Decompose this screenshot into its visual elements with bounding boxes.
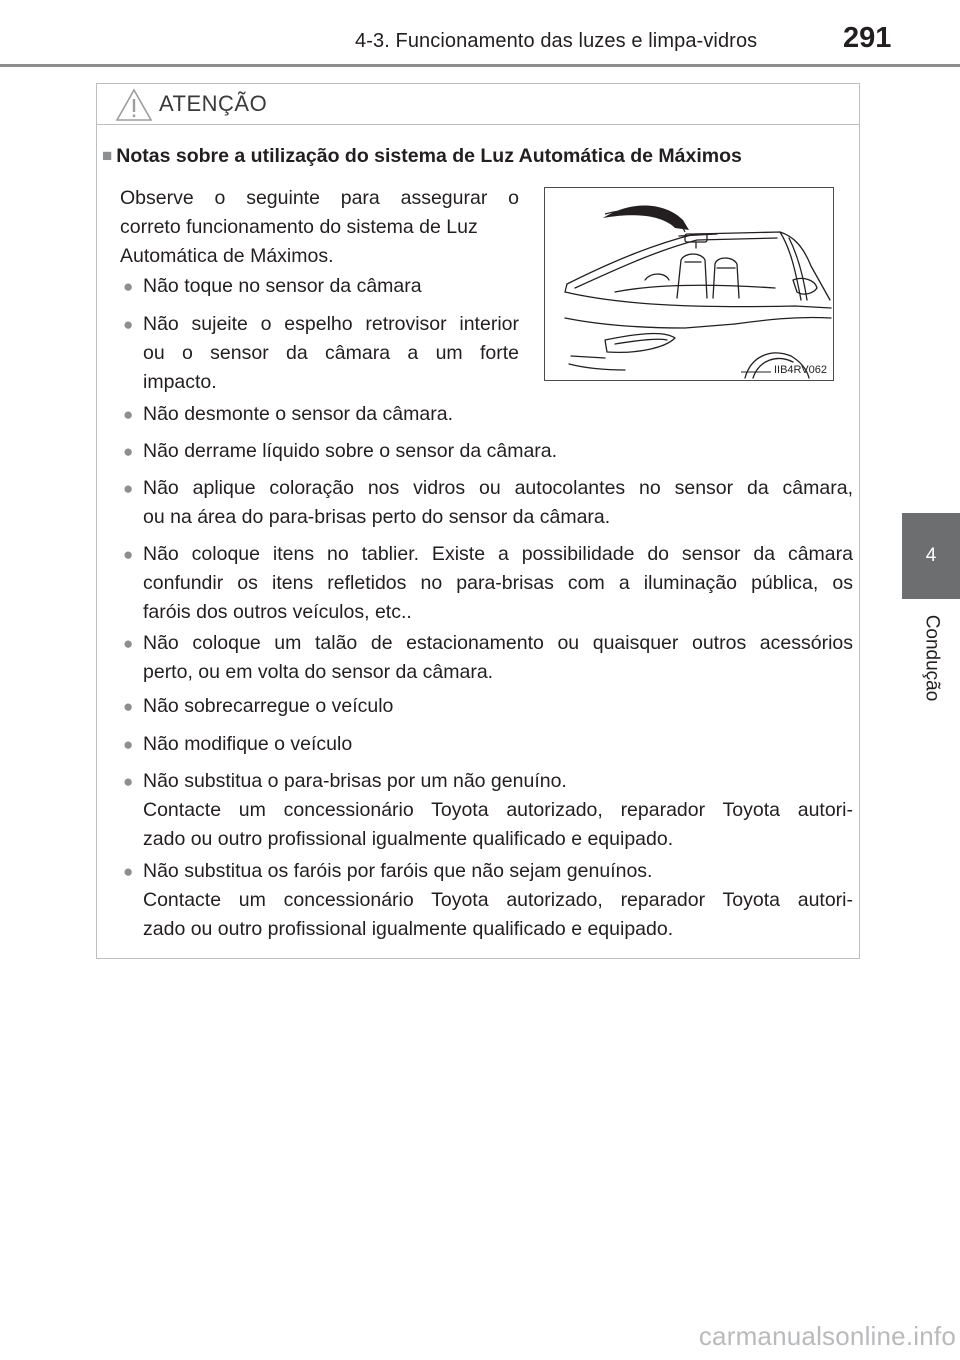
circle-bullet-icon: ● xyxy=(123,442,134,461)
bullet-2-line-3: impacto. xyxy=(143,371,217,393)
chapter-label-container xyxy=(902,604,960,712)
chapter-number: 4 xyxy=(925,545,937,566)
intro-line-3: Automática de Máximos. xyxy=(120,245,334,267)
bullet-7-line-2: perto, ou em volta do sensor da câmara. xyxy=(143,661,494,683)
intro-line-2: correto funcionamento do sistema de Luz xyxy=(120,216,478,238)
bullet-1: Não toque no sensor da câmara xyxy=(143,275,422,297)
bullet-2-line-2: ou o sensor da câmara a um forte xyxy=(143,342,519,364)
bullet-9: Não modifique o veículo xyxy=(143,733,353,755)
bullet-5-line-2: ou na área do para-brisas perto do sensor da câmara. xyxy=(143,506,611,528)
circle-bullet-icon: ● xyxy=(123,634,134,653)
chapter-tab xyxy=(902,513,960,599)
bullet-10-line-3: zado ou outro profissional igualmente qualificado e equipado. xyxy=(143,828,674,850)
camera-sensor-figure xyxy=(544,187,834,381)
circle-bullet-icon: ● xyxy=(123,735,134,754)
bullet-6-line-3: faróis dos outros veículos, etc.. xyxy=(143,601,412,623)
bullet-8: Não sobrecarregue o veículo xyxy=(143,695,394,717)
square-bullet-icon: ■ xyxy=(102,146,113,165)
circle-bullet-icon: ● xyxy=(123,697,134,716)
bullet-11-line-2: Contacte um concessionário Toyota autorizado, reparador Toyota autori- xyxy=(143,889,853,911)
warning-header xyxy=(97,84,859,125)
bullet-6-line-1: Não coloque itens no tablier. Existe a possibilidade do sensor da câmara xyxy=(143,543,853,565)
bullet-3: Não desmonte o sensor da câmara. xyxy=(143,403,454,425)
warning-title: ATENÇÃO xyxy=(159,91,268,116)
bullet-11-line-1: Não substitua os faróis por faróis que não sejam genuínos. xyxy=(143,860,653,882)
circle-bullet-icon: ● xyxy=(123,862,134,881)
bullet-10-line-2: Contacte um concessionário Toyota autorizado, reparador Toyota autori- xyxy=(143,799,853,821)
warning-subheading xyxy=(102,145,742,168)
watermark: carmanualsonline.info xyxy=(698,1321,956,1351)
intro-line-1: Observe o seguinte para assegurar o xyxy=(120,187,519,209)
figure-code: IIB4RV062 xyxy=(773,364,827,376)
circle-bullet-icon: ● xyxy=(123,772,134,791)
bullet-5-line-1: Não aplique coloração nos vidros ou autocolantes no sensor da câmara, xyxy=(143,477,853,499)
car-interior-illustration xyxy=(545,188,833,380)
bullet-2-line-1: Não sujeite o espelho retrovisor interior xyxy=(143,313,519,335)
circle-bullet-icon: ● xyxy=(123,277,134,296)
circle-bullet-icon: ● xyxy=(123,545,134,564)
bullet-6-line-2: confundir os itens refletidos no para-brisas com a iluminação pública, os xyxy=(143,572,853,594)
bullet-7-line-1: Não coloque um talão de estacionamento ou quaisquer outros acessórios xyxy=(143,632,853,654)
circle-bullet-icon: ● xyxy=(123,405,134,424)
circle-bullet-icon: ● xyxy=(123,479,134,498)
section-title: 4-3. Funcionamento das luzes e limpa-vidros xyxy=(355,30,758,52)
warning-triangle-icon xyxy=(115,88,153,122)
page-number: 291 xyxy=(843,22,892,54)
bullet-4: Não derrame líquido sobre o sensor da câmara. xyxy=(143,440,558,462)
chapter-label: Condução xyxy=(921,614,942,702)
subheading-text: Notas sobre a utilização do sistema de Luz Automática de Máximos xyxy=(116,145,742,167)
header-divider xyxy=(0,64,960,67)
bullet-10-line-1: Não substitua o para-brisas por um não genuíno. xyxy=(143,770,567,792)
bullet-11-line-3: zado ou outro profissional igualmente qualificado e equipado. xyxy=(143,918,674,940)
circle-bullet-icon: ● xyxy=(123,315,134,334)
